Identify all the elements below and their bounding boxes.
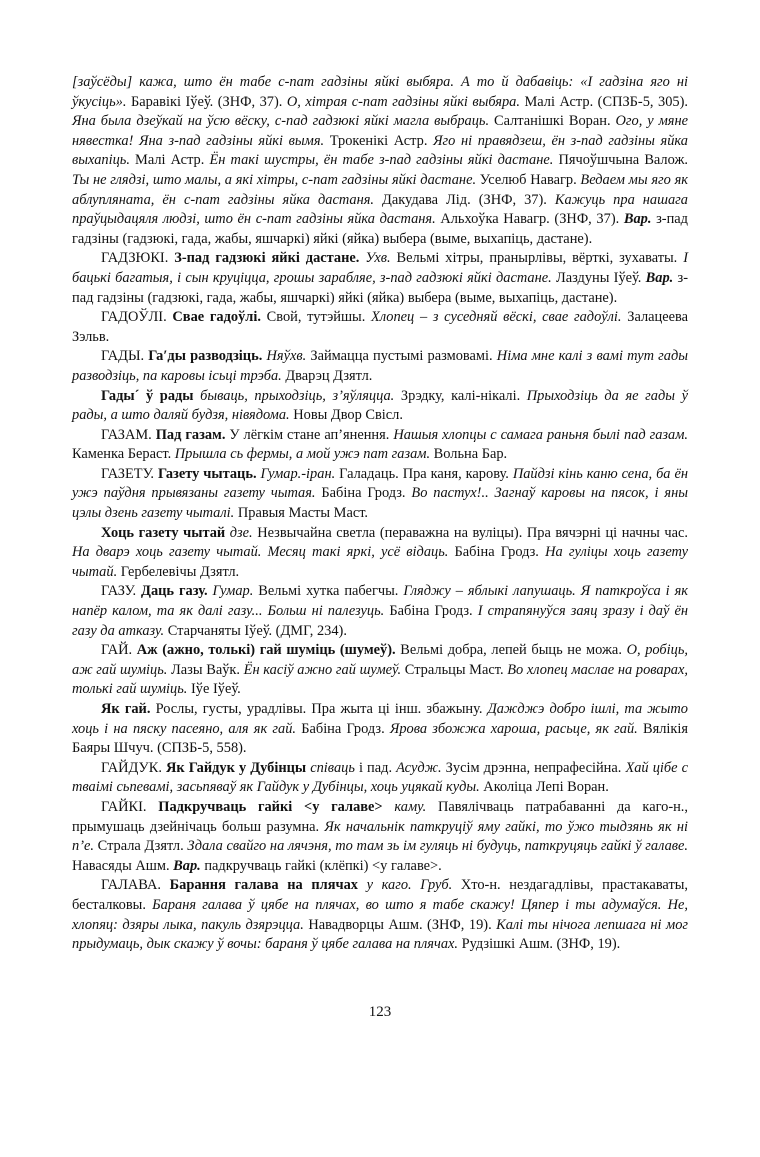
entry-text: Бабіна Гродз. (315, 485, 412, 502)
headword-phrase: Як гай. (101, 701, 151, 717)
entry-text: Павялічваць патрабаванні да каго-н., прымушаць дзейнічаць больш разумна. (72, 798, 689, 835)
dictionary-entry (72, 308, 688, 347)
entry-text: ГАЙ. (101, 642, 137, 659)
entry-text: Альхоўка Навагр. (ЗНФ, 37). (435, 211, 624, 228)
dictionary-entry (72, 700, 688, 759)
example-text: Німа мне калі з вамі тут гады разводзіць, па каровы ісьці трэба. (72, 348, 688, 384)
entry-text: ГАДЗЮКІ. (101, 250, 175, 267)
example-text: Прыходзіць да яе гады ў рады, а што даляй будзя, нівядома. (72, 387, 689, 424)
example-text: Няўхв. (266, 348, 307, 365)
example-text: Хлопец – з суседняй вёскі, свае гадоўлі. (371, 309, 622, 326)
entry-text: ГАЗАМ. (101, 426, 156, 443)
entry-text: Бабіна Гродз. (384, 603, 478, 620)
example-text: О, робіць, аж гай шуміць. (72, 642, 688, 678)
entry-text: Пячоўшчына Валож. (553, 152, 688, 169)
dictionary-entry (72, 876, 688, 954)
entry-text: Вельмі добра, лепей быць не можа. (395, 642, 627, 659)
example-text: Хай цібе с тваімі сьпевамі, засьпяваў як Гайдук у Дубінцы, хоць уцякай куды. (72, 759, 688, 796)
entry-text: Страла Дзятл. (93, 838, 188, 855)
entry-text: Зрэдку, калі-нікалі. (394, 387, 527, 404)
example-text: Асудж. (396, 759, 442, 776)
page-number: 123 (368, 1004, 392, 1020)
example-text: співаць (310, 759, 355, 776)
example-text: Дажджэ добро ішлі, та жыто хоць і на пяску пасеяно, аля як гай. (72, 701, 688, 737)
entry-text: Гербелевічы Дзятл. (117, 563, 240, 580)
entry-text: Свой, тутэйшы. (260, 309, 372, 326)
entry-text: ГАДОЎЛІ. (101, 309, 173, 326)
entry-text: ГАЗЕТУ. (101, 465, 158, 482)
entry-text: ГАДЫ. (101, 348, 149, 365)
entry-text: Старчаняты Іўеў. (ДМГ, 234). (164, 622, 347, 639)
example-text: Прышла сь фермы, а мой ужэ пат газам. (174, 446, 431, 463)
example-text: каму. (394, 798, 427, 815)
dictionary-entry (72, 582, 688, 641)
headword-phrase: Як Гайдук у Дубінцы (165, 759, 307, 776)
entry-text: Лазы Ваўк. (167, 661, 244, 678)
entry-text: Рослы, густы, урадлівы. Пра жыта ці інш. збажыну. (150, 701, 488, 717)
example-text: Во хлопец маслае на роварах, толькі гай шуміць. (72, 661, 688, 698)
entry-text: з-пад гадзіны (гадзюкі, гада, жабы, яшчаркі) яйкі (яйка) выбера (выме, выхапіць, дастане). (72, 211, 688, 247)
example-text: Ого, у мяне нявестка! Яна з-пад гадзіны яйкі вымя. (72, 113, 688, 149)
example-text: бываць, прыходзіць, з’яўляцца. (200, 387, 395, 404)
dictionary-entry (72, 798, 688, 876)
entry-text: Стральцы Маст. (401, 661, 508, 678)
entry-text: ГАЗУ. (101, 583, 142, 600)
entry-text: Навадворцы Ашм. (ЗНФ, 19). (303, 916, 497, 933)
dictionary-entry (72, 347, 688, 386)
entry-text: Каменка Бераст. (72, 446, 175, 463)
variant-label: Вар. (173, 857, 201, 874)
entry-text: Салтанішкі Воран. (489, 113, 616, 130)
entry-text: Правыя Масты Маст. (234, 505, 369, 522)
example-text: Пайдзі кінь каню сена, ба ён ужэ паўдня прывязаны газету чытая. (72, 465, 688, 502)
dictionary-entry (72, 73, 688, 249)
example-text: О, хітрая с-пат гадзіны яйкі выбяра. (286, 93, 520, 110)
entry-text: Незвычайна светла (пераважна на вуліцы). Пра вячэрні ці начны час. (252, 524, 688, 541)
example-text: Гумар. (212, 583, 254, 600)
headword-phrase: Падкручваць гайкі <у галаве> (158, 798, 383, 815)
example-text: Ты не глядзі, што малы, а які хітры, с-пат гадзіны яйкі дастане. (72, 171, 477, 188)
example-text: Як начальнік паткруціў яму гайкі, то ўжо тыдзянь як ні п’е. (72, 818, 688, 855)
entry-text: Іўе Іўеў. (187, 681, 241, 698)
entry-text: Вельмі хутка пабегчы. (253, 583, 404, 600)
example-text: Ярова збожжа хароша, расьце, як гай. (389, 720, 638, 737)
entry-text: Малі Астр. (СПЗБ-5, 305). (519, 93, 689, 110)
headword-phrase: З-пад гадзюкі яйкі дастане. (174, 250, 360, 267)
entry-text (383, 799, 395, 815)
entry-text: з-пад гадзіны (гадзюкі, гада, жабы, яшчаркі) яйкі (яйка) выбера (выме, выхапіць, дастане). (72, 269, 688, 306)
entry-text: ГАЙКІ. (101, 798, 159, 815)
example-text: Яго ні правядзеш, ён з-пад гадзіны яйка выхапіць. (72, 132, 688, 169)
example-text: Нашыя хлопцы с самага раньня былі пад газам. (393, 426, 689, 443)
example-text: Во пастух!.. Загнаў каровы на пясок, і яны цэлы дзень газету чыталі. (72, 485, 688, 522)
dictionary-entry (72, 249, 688, 308)
headword-phrase: Аж (ажно, толькі) гай шуміць (шумеў). (136, 642, 396, 659)
dictionary-page (72, 73, 688, 955)
example-text: На дварэ хоць газету чытай. Месяц такі яркі, усё відаць. (72, 544, 449, 561)
example-text: Бараня галава ў цябе на плячах, во што я табе скажу! Цяпер і ты адумаўся. Не, хлопяц: дзяры лыка, пакуль дзярэцца. (72, 896, 688, 933)
entry-text: У лёгкім стане ап’янення. (225, 426, 394, 443)
example-text: Кажуць пра нашага праўцыдацяля людзі, што ён с-пат гадзіны яйка дастаня. (72, 191, 688, 228)
entry-text: Дварэц Дзятл. (281, 367, 373, 384)
entry-text: Малі Астр. (129, 152, 210, 169)
dictionary-entry (72, 387, 688, 426)
headword-phrase: Гады´ ў рады (101, 387, 194, 404)
entry-text: Навасяды Ашм. (72, 857, 174, 874)
dictionary-entry (72, 759, 688, 798)
entry-text: Баравікі Іўеў. (ЗНФ, 37). (126, 93, 287, 110)
entry-text: Вольна Бар. (430, 446, 508, 463)
headword-phrase: Пад газам. (155, 426, 226, 443)
entry-text: Уселюб Навагр. (476, 171, 581, 188)
entry-text: Лаздуны Іўеў. (551, 269, 646, 286)
example-text: Ён такі шустры, ён табе з-пад гадзіны яйкі дастане. (209, 152, 554, 169)
example-text: Ён касіў ажно гай шумеў. (243, 661, 402, 678)
example-text: Ведаем мы яго як аблупляната, ён с-пат гадзіны яйка дастаня. (72, 171, 688, 208)
entry-text: ГАЙДУК. (101, 759, 166, 776)
example-text: Здала свайго на лячэня, то там зь ім гуляць ні будуць, паткруцяць гайкі ў галаве. (187, 838, 688, 855)
entry-text: Зусім дрэнна, непрафесійна. (441, 759, 626, 776)
headword-phrase: Хоць газету чытай (101, 524, 226, 541)
entry-text: Новы Двор Свісл. (289, 407, 403, 424)
example-text: Яна была дзеўкай на ўсю вёску, с-пад гадзюкі яйкі магла выбраць. (72, 113, 490, 130)
headword-phrase: Гаʹды разводзіць. (148, 348, 263, 365)
entry-text: Хто-н. нездагадлівы, прастакаваты, бесталковы. (72, 877, 688, 913)
variant-label: Вар. (645, 269, 674, 286)
entry-text: Займацца пустымі размовамі. (306, 348, 497, 365)
entry-text: Бабіна Гродз. (448, 544, 546, 561)
example-text: Калі ты нічога лепшага ні мог прыдумаць, дык скажу ў вочы: бараня ў цябе галава на плячах. (72, 916, 688, 953)
example-text: І бацькі багатыя, і сын круціцца, грошы зарабляе, з-пад гадзюкі яйкі дастане. (72, 250, 689, 286)
entry-text: Рудзішкі Ашм. (ЗНФ, 19). (458, 936, 621, 953)
headword-phrase: Свае гадоўлі. (172, 309, 261, 326)
example-text: Ухв. (365, 250, 391, 267)
headword-phrase: Барання галава на плячах (169, 877, 358, 894)
example-text: дзе. (229, 524, 253, 541)
variant-label: Вар. (623, 211, 652, 228)
entry-text: ГАЛАВА. (101, 877, 170, 894)
entry-text: Вельмі хітры, пранырлівы, вёрткі, зухаваты. (390, 250, 684, 267)
entry-text: Дакудава Лід. (ЗНФ, 37). (374, 191, 555, 208)
example-text: І страпянуўся заяц зразу і даў ён газу да атказу. (72, 603, 688, 639)
entry-text: Аколіца Лепі Воран. (479, 779, 609, 796)
entry-text: Галадаць. Пра каня, карову. (335, 465, 513, 482)
entry-text: Бабіна Гродз. (296, 720, 390, 737)
dictionary-entry (72, 465, 688, 524)
example-text: [заўсёды] кажа, што ён табе с-пат гадзіны яйкі выбяра. А то й дабавіць: «І гадзіна яго ні ўкусіць». (72, 74, 688, 110)
entry-text: Вялікія Баяры Шчуч. (СПЗБ-5, 558). (72, 720, 689, 757)
headword-phrase: Даць газу. (141, 583, 208, 600)
entry-text: Залацеева Зэльв. (72, 309, 689, 345)
example-text: На гуліцы хоць газету чытай. (72, 544, 688, 580)
example-text: у каго. Груб. (366, 877, 453, 894)
entry-text: і пад. (354, 759, 397, 776)
dictionary-entry (72, 524, 688, 583)
headword-phrase: Газету чытаць. (157, 465, 257, 482)
dictionary-entry (72, 426, 688, 465)
entry-text: падкручваць гайкі (клёпкі) <у галаве>. (200, 857, 442, 874)
entry-text: Трокенікі Астр. (324, 132, 434, 149)
example-text: Гумар.-іран. (260, 465, 336, 482)
example-text: Гляджу – яблыкі лапушаць. Я паткроўса і як напёр калом, та як далі газу... Больш ні палезуць. (72, 583, 688, 620)
dictionary-entry (72, 641, 688, 700)
entry-text (358, 877, 367, 893)
